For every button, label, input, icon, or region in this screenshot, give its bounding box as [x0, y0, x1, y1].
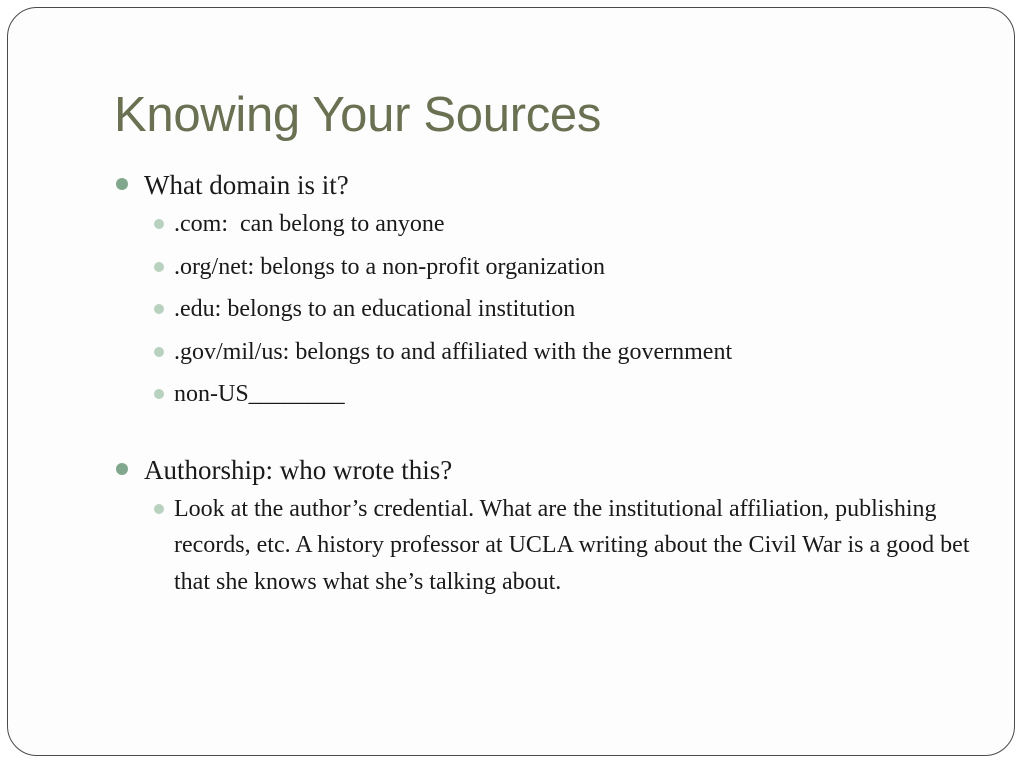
sub-bullet-text: .edu: belongs to an educational institution	[174, 296, 576, 322]
sub-bullet-text: non-US________	[174, 381, 345, 407]
sub-bullet-text: .gov/mil/us: belongs to and affiliated with the government	[174, 338, 733, 365]
bullet-item-domain	[116, 166, 976, 413]
bullet-item-authorship	[116, 451, 976, 601]
sub-bullet-icon	[154, 219, 164, 229]
sub-bullet-list	[144, 206, 976, 413]
bullet-text: Authorship: who wrote this?	[144, 454, 453, 485]
bullet-list	[116, 166, 976, 600]
sub-bullet-icon	[154, 504, 164, 514]
sub-bullet-item-gov	[116, 334, 976, 371]
sub-bullet-item-credential	[116, 491, 976, 601]
sub-bullet-list	[144, 491, 976, 601]
sub-bullet-item-com	[116, 206, 976, 243]
sub-bullet-icon	[154, 389, 164, 399]
bullet-text: What domain is it?	[144, 170, 349, 200]
sub-bullet-text: .org/net: belongs to a non-profit organization	[174, 253, 606, 280]
slide-body	[116, 166, 976, 600]
sub-bullet-item-non-us	[116, 376, 976, 413]
sub-bullet-icon	[154, 347, 164, 357]
sub-bullet-item-org-net	[116, 249, 976, 286]
bullet-icon	[116, 463, 128, 475]
bullet-icon	[116, 178, 128, 190]
sub-bullet-icon	[154, 304, 164, 314]
sub-bullet-icon	[154, 262, 164, 272]
slide-title: Knowing Your Sources	[114, 88, 602, 142]
sub-bullet-item-edu	[116, 291, 976, 328]
sub-bullet-text: Look at the author’s credential. What are the institutional affiliation, publishing records, etc. A history professor at UCLA writing about the Civil War is a good bet that she knows what she’s talking about.	[174, 495, 976, 595]
sub-bullet-text: .com: can belong to anyone	[174, 211, 445, 237]
